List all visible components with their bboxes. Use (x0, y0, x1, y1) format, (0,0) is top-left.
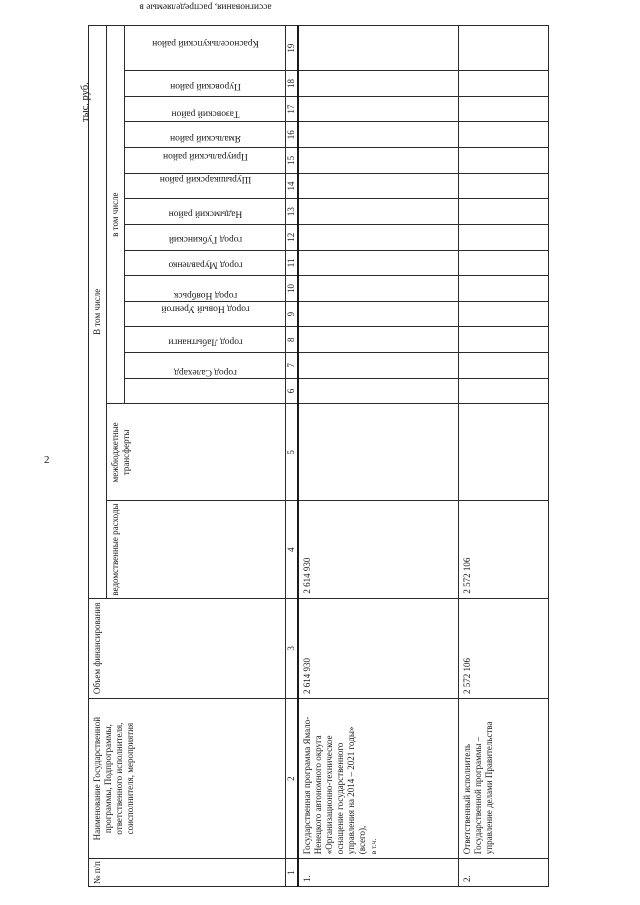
header-transfers: межбюджетные трансферты (107, 404, 286, 501)
row-cell (458, 224, 548, 250)
column-number: 15 (286, 148, 299, 174)
header-name: Наименование Государственной программы, Подпрограммы, ответственного исполнителя, соисполнителя, мероприятия (89, 699, 286, 859)
row-volume: 2 572 106 (458, 598, 548, 698)
header-municipality-reserve: ассигнования, распределяемые в (125, 26, 286, 71)
row-cell (458, 71, 548, 97)
header-municipality: город Салехард (125, 378, 286, 404)
row-cell (298, 96, 458, 122)
row-cell (458, 173, 548, 199)
row-cell (298, 353, 458, 379)
column-number: 8 (286, 327, 299, 353)
header-municipality: Ямальский район (125, 148, 286, 174)
row-cell (298, 276, 458, 302)
column-number: 9 (286, 301, 299, 327)
header-municipality: город Лабытнанги (125, 353, 286, 379)
row-transfers (298, 404, 458, 501)
row-cell (458, 327, 548, 353)
row-cell (458, 26, 548, 71)
row-cell (458, 199, 548, 225)
column-number: 10 (286, 276, 299, 302)
row-cell (298, 301, 458, 327)
header-municipality: город Муравленко (125, 276, 286, 302)
row-departmental: 2 614 930 (298, 501, 458, 598)
row-cell (298, 26, 458, 71)
row-no: 1. (298, 859, 458, 887)
header-municipality: город Ноябрьск (125, 301, 286, 327)
header-municipality: Тазовский район (125, 122, 286, 148)
column-number: 1 (286, 859, 299, 887)
row-cell (458, 353, 548, 379)
table-row (458, 26, 548, 887)
column-number: 5 (286, 404, 299, 501)
row-cell (298, 250, 458, 276)
header-municipality: Приуральский район (125, 173, 286, 199)
header-municipality: город Губкинский (125, 250, 286, 276)
column-number: 2 (286, 699, 299, 859)
row-no: 2. (458, 859, 548, 887)
header-incl: В том числе (89, 26, 107, 599)
row-name (298, 699, 458, 859)
row-cell (298, 378, 458, 404)
row-cell (458, 250, 548, 276)
column-number: 18 (286, 71, 299, 97)
header-row-1 (89, 26, 107, 887)
header-municipality: Красноселькупский район (125, 71, 286, 97)
header-incl-2: в том числе (107, 26, 125, 404)
row-cell (458, 122, 548, 148)
row-departmental: 2 572 106 (458, 501, 548, 598)
column-number: 19 (286, 26, 299, 71)
table-row (298, 26, 458, 887)
row-cell (298, 148, 458, 174)
row-cell (298, 224, 458, 250)
row-note: в т.ч. (369, 838, 378, 855)
row-cell (298, 71, 458, 97)
header-volume: Объем финансирования (89, 598, 286, 698)
column-number: 13 (286, 199, 299, 225)
row-cell (458, 276, 548, 302)
column-number: 16 (286, 122, 299, 148)
column-number: 17 (286, 96, 299, 122)
header-municipality: Надымский район (125, 224, 286, 250)
row-transfers (458, 404, 548, 501)
header-municipality: Шурышкарский район (125, 199, 286, 225)
column-number: 12 (286, 224, 299, 250)
column-number: 4 (286, 501, 299, 598)
row-cell (458, 148, 548, 174)
row-cell (298, 122, 458, 148)
row-volume: 2 614 930 (298, 598, 458, 698)
column-number: 3 (286, 598, 299, 698)
row-cell (298, 327, 458, 353)
row-name (458, 699, 548, 859)
row-cell (458, 301, 548, 327)
header-no: № п/п (89, 859, 286, 887)
header-municipality: Пуровский район (125, 96, 286, 122)
column-number: 6 (286, 378, 299, 404)
units-label: тыс. руб. (80, 82, 91, 122)
column-number-row (286, 26, 299, 887)
row-cell (298, 173, 458, 199)
page-number: 2 (44, 454, 50, 466)
row-cell (298, 199, 458, 225)
header-municipality: город Новый Уренгой (125, 327, 286, 353)
header-departmental: ведомственные расходы (107, 501, 286, 598)
row-name-text: Ответственный исполнитель Государственной программы – управление делами Правительства (461, 721, 494, 855)
row-cell (458, 96, 548, 122)
column-number: 14 (286, 173, 299, 199)
row-cell (458, 378, 548, 404)
column-number: 7 (286, 353, 299, 379)
financing-table (88, 1, 549, 887)
row-name-text: Государственная программа Ямало-Ненецкого автономного округа «Организационно-техническое оснащение государственного управления на 2014 – 2021 годы» (всего), (302, 716, 367, 855)
column-number: 11 (286, 250, 299, 276)
